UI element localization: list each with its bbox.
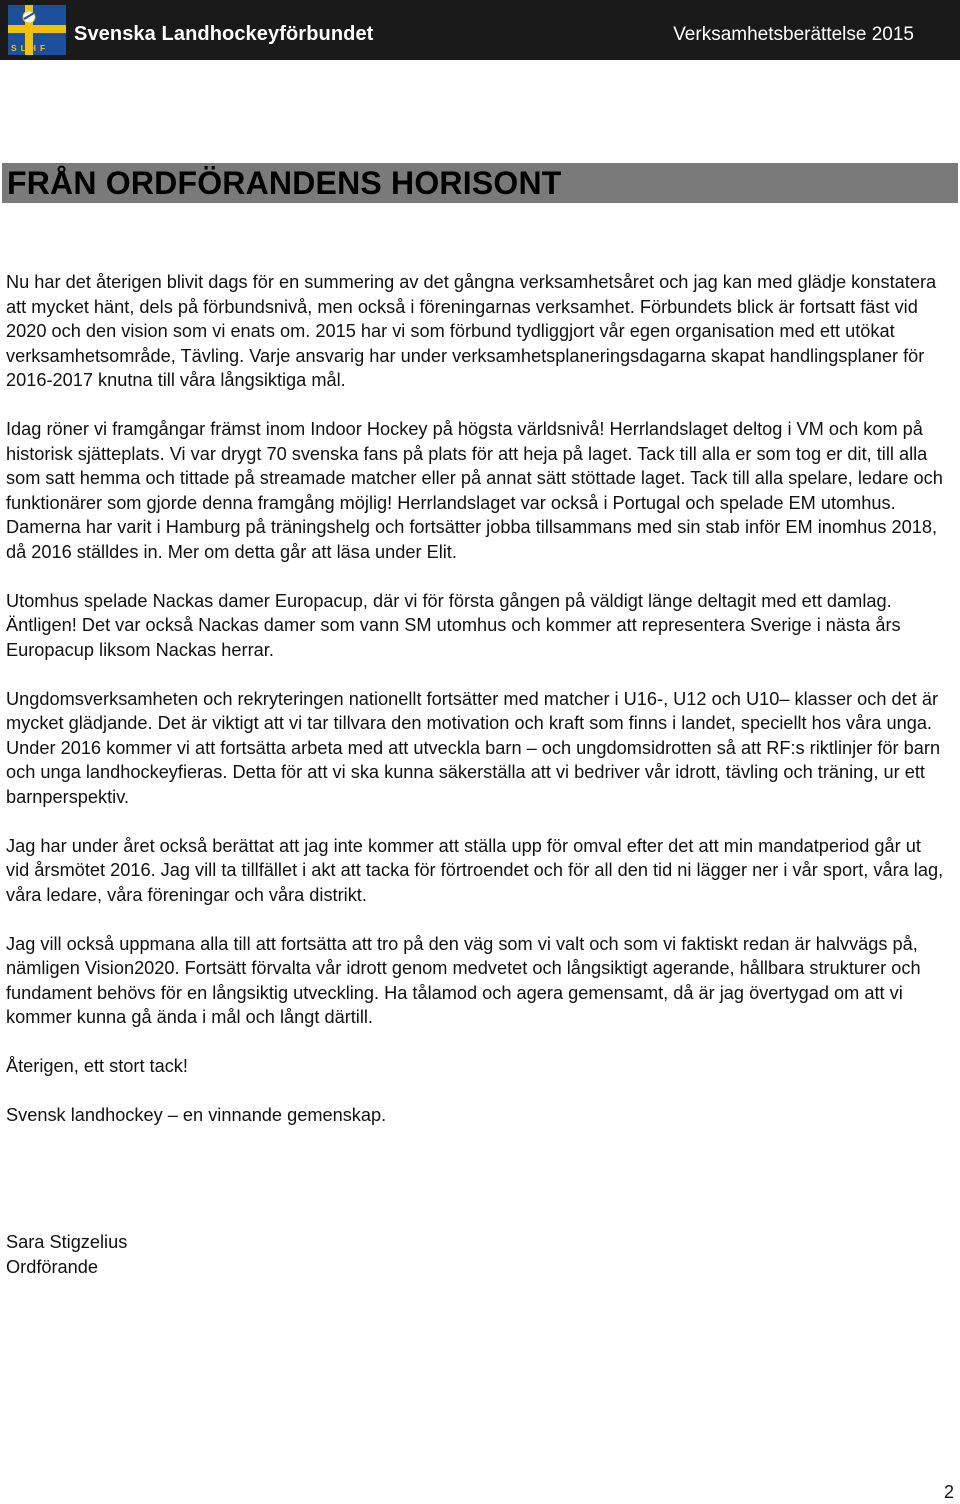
report-title: Verksamhetsberättelse 2015 bbox=[673, 24, 914, 45]
organization-name: Svenska Landhockeyförbundet bbox=[74, 23, 374, 45]
paragraph: Nu har det återigen blivit dags för en summering av det gångna verksamhetsåret och jag kan med glädje konstatera att mycket hänt, dels på förbundsnivå, men också i föreningarnas verksamhet. Förbundets blick är fortsatt fäst vid 2020 och den vision som vi enats om. 2015 har vi som förbund tydliggjort vår egen organisation med ett utökat verksamhetsområde, Tävling. Varje ansvarig har under verksamhetsplaneringsdagarna skapat handlingsplaner för 2016-2017 knutna till våra långsiktiga mål. bbox=[6, 272, 937, 390]
letter-body bbox=[6, 270, 946, 1152]
paragraph: Jag vill också uppmana alla till att fortsätta att tro på den väg som vi valt och som vi faktiskt redan är halvvägs på, nämligen Vision2020. Fortsätt förvalta vår idrott genom medvetet och långsiktigt agerande, hållbara strukturer och fundament behövs för en långsiktig utveckling. Ha tålamod och agera gemensamt, då är jag övertygad om att vi kommer kunna gå ända i mål och långt därtill. bbox=[6, 933, 921, 1027]
paragraph: Svensk landhockey – en vinnande gemenskap. bbox=[6, 1105, 387, 1125]
signature-role: Ordförande bbox=[6, 1256, 99, 1277]
section-title: FRÅN ORDFÖRANDENS HORISONT bbox=[7, 165, 562, 201]
page-number: 2 bbox=[943, 1482, 954, 1502]
logo-lettering: SLHF bbox=[11, 43, 50, 53]
page-header bbox=[0, 0, 960, 60]
paragraph: Återigen, ett stort tack! bbox=[6, 1056, 188, 1076]
slhf-logo-icon bbox=[8, 5, 66, 55]
paragraph: Jag har under året också berättat att jag inte kommer att ställa upp för omval efter det att min mandatperiod går ut vid årsmötet 2016. Jag vill ta tillfället i akt att tacka för förtroendet och för all den tid ni lägger ner i vår sport, våra lag, våra ledare, våra föreningar och våra distrikt. bbox=[6, 835, 944, 905]
signature-name: Sara Stigzelius bbox=[6, 1232, 128, 1252]
section-title-bar bbox=[2, 163, 958, 203]
paragraph: Ungdomsverksamheten och rekryteringen nationellt fortsätter med matcher i U16-, U12 och U10– klasser och det är mycket glädjande. Det är viktigt att vi tar tillvara den motivation och kraft som finns i landet, speciellt hos våra unga. Under 2016 kommer vi att fortsätta arbeta med att utveckla barn – och ungdomsidrotten så att RF:s riktlinjer för barn och unga landhockeyfieras. Detta för att vi ska kunna säkerställa att vi bedriver vår idrott, tävling och träning, ur ett barnperspektiv. bbox=[6, 688, 941, 807]
signature-block bbox=[6, 1230, 127, 1279]
paragraph: Utomhus spelade Nackas damer Europacup, där vi för första gången på väldigt länge deltagit med ett damlag. Äntligen! Det var också Nackas damer som vann SM utomhus och kommer att representera Sverige i nästa års Europacup liksom Nackas herrar. bbox=[6, 590, 901, 660]
paragraph: Idag röner vi framgångar främst inom Indoor Hockey på högsta världsnivå! Herrlandslaget deltog i VM och kom på historisk sjätteplats. Vi var drygt 70 svenska fans på plats för att heja på laget. Tack till alla er som tog er dit, till alla som satt hemma och tittade på streamade matcher eller på annat sätt stöttade laget. Tack till alla spelare, ledare och funktionärer som gjorde denna framgång möjlig! Herrlandslaget var också i Portugal och spelade EM utomhus. Damerna har varit i Hamburg på träningshelg och fortsätter jobba tillsammans med sin stab inför EM inomhus 2018, då 2016 ställdes in. Mer om detta går att läsa under Elit. bbox=[6, 419, 943, 562]
